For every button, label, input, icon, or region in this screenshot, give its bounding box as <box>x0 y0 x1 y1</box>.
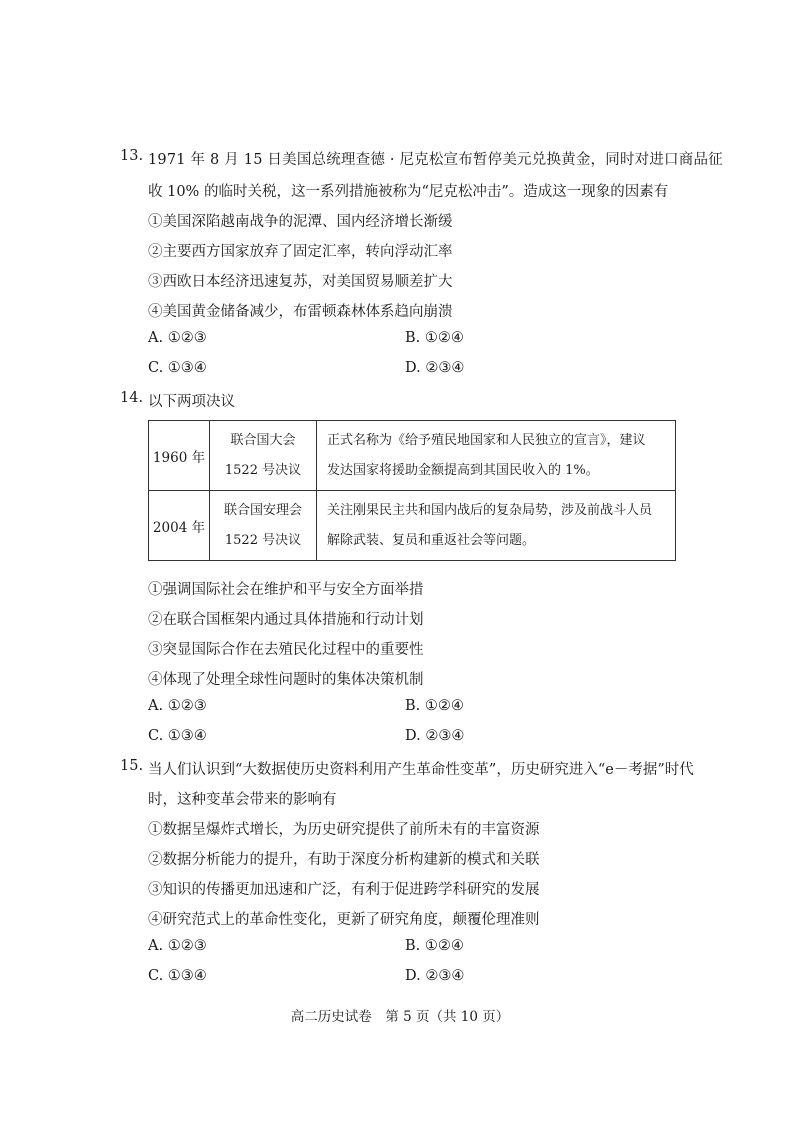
statement-item: ④体现了处理全球性问题时的集体决策机制 <box>148 672 424 688</box>
question-stem-line2: 收 10% 的临时关税，这一系列措施被称为“尼克松冲击”。造成这一现象的因素有 <box>148 184 669 200</box>
table-cell-resolution <box>210 421 317 491</box>
resolution-number: 1522 号决议 <box>224 462 302 478</box>
statement-item: ②在联合国框架内通过具体措施和行动计划 <box>148 612 424 628</box>
page-footer: 高二历史试卷 第 5 页（共 10 页） <box>290 1009 510 1025</box>
description-line: 正式名称为《给予殖民地国家和人民独立的宣言》，建议 <box>327 432 646 448</box>
option-a[interactable]: A. ①②③ <box>148 698 207 714</box>
statement-item: ①数据呈爆炸式增长，为历史研究提供了前所未有的丰富资源 <box>148 822 540 838</box>
description-line: 关注刚果民主共和国内战后的复杂局势，涉及前战斗人员 <box>327 502 653 518</box>
resolution-body: 联合国安理会 <box>223 502 302 518</box>
description-line: 解除武装、复员和重返社会等问题。 <box>327 532 536 548</box>
question-stem-line2: 时，这种变革会带来的影响有 <box>148 792 337 808</box>
question-stem-line1: 1971 年 8 月 15 日美国总统理查德 · 尼克松宣布暂停美元兑换黄金，同时对进口商品征 <box>148 152 723 168</box>
option-d[interactable]: D. ②③④ <box>405 728 465 744</box>
table-cell-year: 2004 年 <box>149 491 210 561</box>
statement-item: ③突显国际合作在去殖民化过程中的重要性 <box>148 642 424 658</box>
description-line: 发达国家将援助金额提高到其国民收入的 1%。 <box>327 462 599 478</box>
option-c[interactable]: C. ①③④ <box>148 728 207 744</box>
option-b[interactable]: B. ①②④ <box>405 698 464 714</box>
option-d[interactable]: D. ②③④ <box>405 968 465 984</box>
statement-item: ④美国黄金储备减少，布雷顿森林体系趋向崩溃 <box>148 304 453 320</box>
option-c[interactable]: C. ①③④ <box>148 360 207 376</box>
table-row <box>149 491 676 561</box>
statement-item: ①强调国际社会在维护和平与安全方面举措 <box>148 582 424 598</box>
statement-item: ②主要西方国家放弃了固定汇率，转向浮动汇率 <box>148 244 453 260</box>
table-cell-year: 1960 年 <box>149 421 210 491</box>
statement-item: ④研究范式上的革命性变化，更新了研究角度，颠覆伦理准则 <box>148 912 540 928</box>
table-cell-resolution <box>210 491 317 561</box>
option-b[interactable]: B. ①②④ <box>405 938 464 954</box>
statement-item: ③西欧日本经济迅速复苏，对美国贸易顺差扩大 <box>148 274 453 290</box>
question-stem-line1: 以下两项决议 <box>148 394 235 410</box>
resolution-body: 联合国大会 <box>230 432 296 448</box>
statement-item: ③知识的传播更加迅速和广泛，有利于促进跨学科研究的发展 <box>148 882 540 898</box>
option-a[interactable]: A. ①②③ <box>148 938 207 954</box>
option-c[interactable]: C. ①③④ <box>148 968 207 984</box>
option-b[interactable]: B. ①②④ <box>405 330 464 346</box>
statement-item: ②数据分析能力的提升，有助于深度分析构建新的模式和关联 <box>148 852 540 868</box>
resolutions-table <box>148 420 676 561</box>
statement-item: ①美国深陷越南战争的泥潭、国内经济增长渐缓 <box>148 214 453 230</box>
resolution-number: 1522 号决议 <box>224 532 302 548</box>
option-d[interactable]: D. ②③④ <box>405 360 465 376</box>
question-number: 15. <box>120 758 144 774</box>
question-stem-line1: 当人们认识到“大数据使历史资料利用产生革命性变革”，历史研究进入“e－考据”时代 <box>148 762 694 778</box>
question-number: 13. <box>120 148 144 164</box>
question-number: 14. <box>120 390 144 406</box>
option-a[interactable]: A. ①②③ <box>148 330 207 346</box>
table-cell-description <box>317 421 676 491</box>
table-row <box>149 421 676 491</box>
table-cell-description <box>317 491 676 561</box>
